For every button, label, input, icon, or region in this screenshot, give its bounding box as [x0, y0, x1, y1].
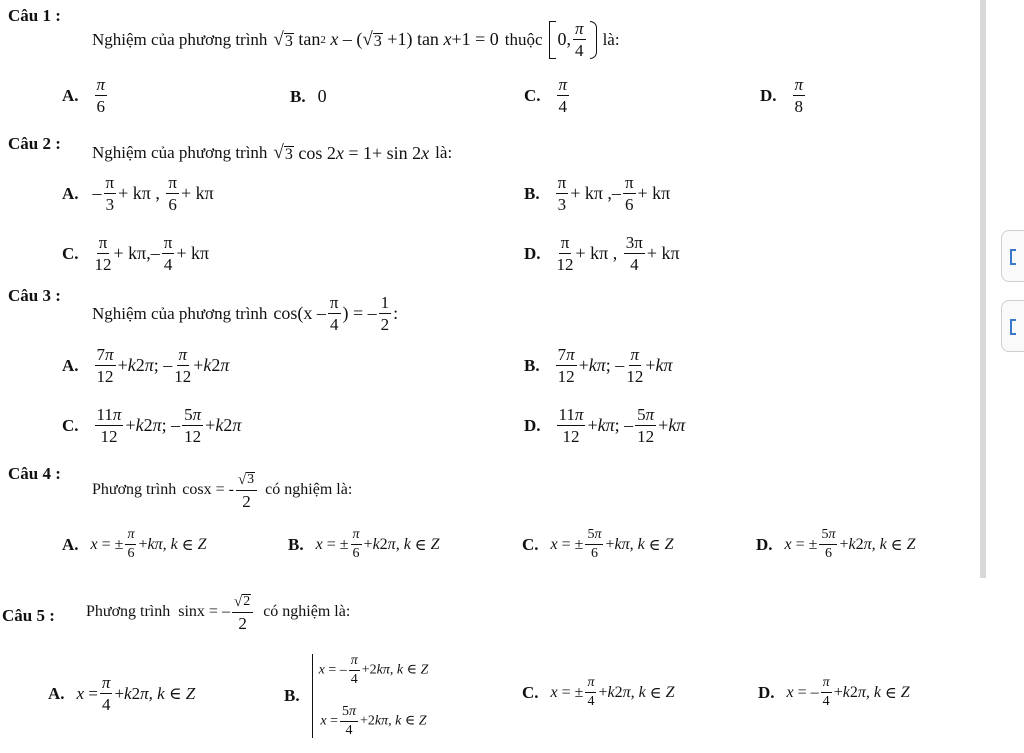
- question-2-equation: √ 3 cos 2 x = 1+ sin 2 x: [273, 142, 430, 164]
- question-1-stem-suffix: là:: [602, 29, 620, 49]
- question-3-stem: Nghiệm của phương trình cos(x – $\frac{\pi}{4}$ ) = – $\frac{1}{2}$ :: [92, 293, 399, 334]
- scroll-handle-bottom-icon[interactable]: [1001, 300, 1024, 352]
- q5-option-a[interactable]: A. x = $\frac{\pi}{4}$ + k 2 π, k ∈ Z: [48, 673, 196, 714]
- q4-option-c[interactable]: C. x = ± $\frac{5\pi}{6}$ + kπ, k ∈ Z: [522, 527, 674, 561]
- question-5-equation: sinx = – √ 2 2: [178, 592, 255, 632]
- q1-option-b[interactable]: B. 0: [290, 86, 327, 106]
- q1-option-d[interactable]: D. $\frac{\pi}{8}$: [760, 75, 804, 116]
- question-1-stem-prefix: Nghiệm của phương trình: [92, 29, 268, 49]
- question-2-label: Câu 2 :: [8, 134, 61, 153]
- q5-option-c[interactable]: C. x = ± $\frac{\pi}{4}$ + k 2 π, k ∈ Z: [522, 675, 675, 709]
- question-1-equation: √ 3 tan 2 x – ( √ 3 +1) tan x +1 = 0: [273, 28, 499, 50]
- q4-option-b[interactable]: B. x = ± $\frac{\pi}{6}$ + k 2 π, k ∈ Z: [288, 527, 440, 561]
- q3-option-b[interactable]: B. $\frac{7\pi}{12}$ + kπ ; – $\frac{\pi}{12}$ + kπ: [524, 345, 673, 386]
- q2-option-b[interactable]: B. $\frac{\pi}{3}$ + kπ ,– $\frac{\pi}{6}$ + kπ: [524, 173, 671, 214]
- question-1-label: Câu 1 :: [8, 6, 61, 25]
- question-4-label: Câu 4 :: [8, 464, 61, 483]
- q3-option-a[interactable]: A. $\frac{7\pi}{12}$ + k 2 π ; – $\frac{\pi}{12}$ + k 2 π: [62, 345, 230, 386]
- question-3-equation: cos(x – $\frac{\pi}{4}$ ) = – $\frac{1}{2}$ :: [273, 293, 399, 334]
- q5-option-d[interactable]: D. x = – $\frac{\pi}{4}$ + k 2 π, k ∈ Z: [758, 675, 910, 709]
- q2-option-c[interactable]: C. $\frac{\pi}{12}$ + kπ,– $\frac{\pi}{4}$ + kπ: [62, 233, 210, 274]
- q3-option-d[interactable]: D. $\frac{11\pi}{12}$ + kπ ; – $\frac{5\pi}{12}$ + kπ: [524, 405, 686, 446]
- question-2-stem: Nghiệm của phương trình √ 3 cos 2 x = 1+ sin 2 x là:: [92, 142, 453, 164]
- q5-option-b[interactable]: B. x = – $\frac{\pi}{4}$ +2kπ, k ∈ Z x = $\frac{5\pi}{4}$ +2kπ, k ∈ Z: [284, 653, 429, 738]
- q1-option-a[interactable]: A. $\frac{\pi}{6}$: [62, 75, 106, 116]
- question-5-label: Câu 5 :: [2, 606, 55, 625]
- question-1-interval: 0, $\frac{\pi}{4}$: [549, 20, 597, 59]
- q1-option-c[interactable]: C. $\frac{\pi}{4}$: [524, 75, 568, 116]
- scroll-handle-top-icon[interactable]: [1001, 230, 1024, 282]
- question-1-stem: [92, 20, 620, 59]
- question-5-stem: Phương trình sinx = – √ 2 2 có nghiệm là:: [86, 594, 351, 633]
- q2-option-a[interactable]: A. – $\frac{\pi}{3}$ + kπ , $\frac{\pi}{6}$ + kπ: [62, 173, 214, 214]
- question-3-label: Câu 3 :: [8, 286, 61, 305]
- q3-option-c[interactable]: C. $\frac{11\pi}{12}$ + k 2 π ; – $\frac{5\pi}{12}$ + k 2 π: [62, 405, 242, 446]
- question-4-stem: Phương trình cosx = - √ 3 2 có nghiệm là:: [92, 472, 353, 511]
- q4-option-d[interactable]: D. x = ± $\frac{5\pi}{6}$ + k 2 π, k ∈ Z: [756, 527, 916, 561]
- q2-option-d[interactable]: D. $\frac{\pi}{12}$ + kπ , $\frac{3\pi}{4}$ + kπ: [524, 233, 680, 274]
- q4-option-a[interactable]: A. x = ± $\frac{\pi}{6}$ + kπ, k ∈ Z: [62, 527, 207, 561]
- question-1-stem-in: thuộc: [504, 29, 543, 49]
- question-4-equation: cosx = - √ 3 2: [182, 470, 259, 510]
